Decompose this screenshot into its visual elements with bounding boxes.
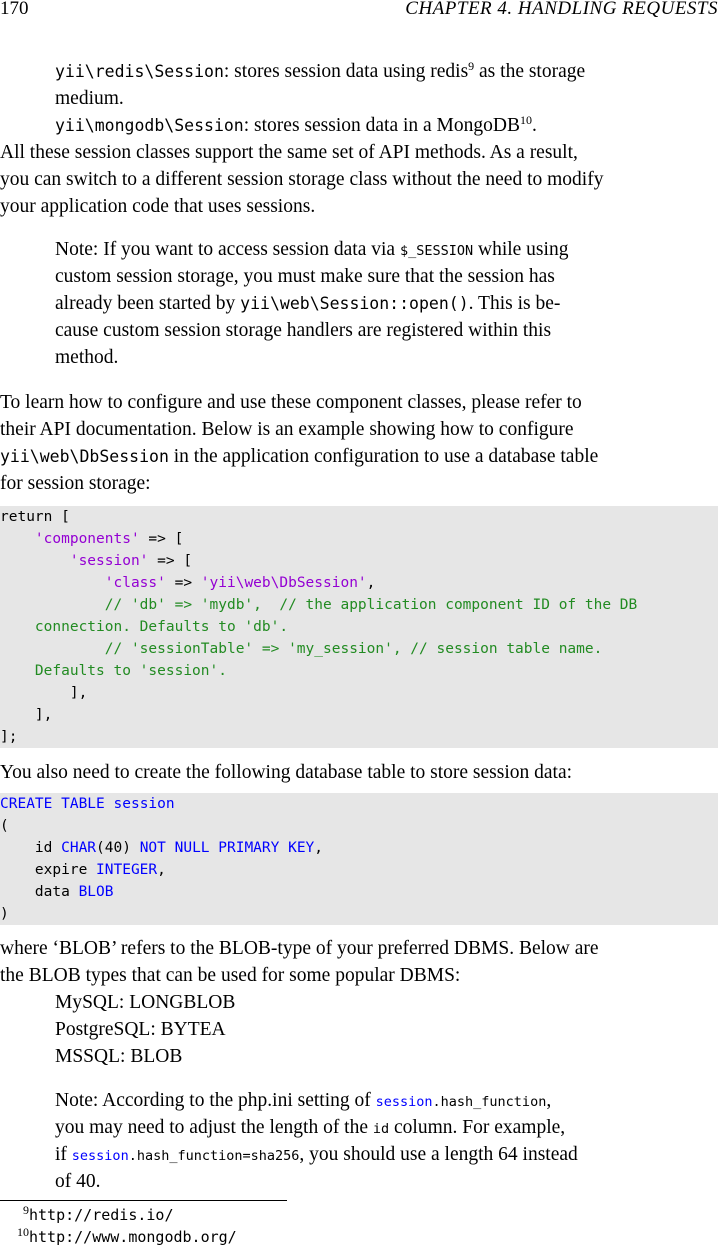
paragraph-line: where ‘BLOB’ refers to the BLOB-type of your preferred DBMS. Below are	[0, 938, 599, 959]
code-block-config	[0, 506, 718, 748]
inline-code: yii\web\DbSession	[0, 447, 169, 466]
code-comment: connection. Defaults to 'db'.	[0, 619, 289, 635]
inline-code: $_SESSION	[399, 243, 474, 259]
list-item: MySQL: LONGBLOB	[55, 992, 236, 1013]
note-line: already been started by yii\web\Session::open(). This is be-	[55, 293, 561, 314]
paragraph-line: You also need to create the following database table to store session data:	[0, 762, 573, 783]
inline-code: yii\web\Session::open()	[240, 294, 469, 313]
code-line: 'components' => [	[34, 531, 184, 547]
code-comment: Defaults to 'session'.	[0, 663, 227, 679]
list-item: MSSQL: BLOB	[55, 1046, 183, 1067]
paragraph-line: All these session classes support the same set of API methods. As a result,	[0, 142, 578, 163]
footnote-mark: 9	[23, 1203, 29, 1217]
list-item: PostgreSQL: BYTEA	[55, 1019, 226, 1040]
note-line: method.	[55, 347, 119, 368]
note-line: cause custom session storage handlers are registered within this	[55, 320, 552, 341]
inline-code: yii\redis\Session	[55, 62, 224, 81]
code-line: return [	[0, 509, 70, 525]
footnote-ref[interactable]: 9	[468, 59, 475, 73]
note-line: of 40.	[55, 1171, 101, 1192]
footnote-ref[interactable]: 10	[519, 113, 532, 127]
footnote-link[interactable]: http://redis.io/	[29, 1206, 174, 1224]
paragraph-line: you can switch to a different session storage class without the need to modify	[0, 169, 604, 190]
code-line: id CHAR(40) NOT NULL PRIMARY KEY,	[0, 840, 324, 856]
paragraph-line: their API documentation. Below is an example showing how to configure	[0, 419, 574, 440]
list-item: yii\redis\Session: stores session data using redis$^9$ as the storage	[55, 59, 586, 82]
running-header	[0, 0, 718, 26]
code-comment: // 'sessionTable' => 'my_session', // session table name.	[0, 641, 603, 657]
code-line: )	[0, 906, 9, 922]
chapter-title: CHAPTER 4. HANDLING REQUESTS	[405, 0, 718, 19]
note-line: Note: If you want to access session data via $_SESSION while using	[55, 239, 569, 260]
code-line: ],	[0, 707, 53, 723]
page-number: 170	[0, 0, 29, 19]
code-line: CREATE TABLE session	[0, 796, 175, 812]
paragraph-line: To learn how to configure and use these component classes, please refer to	[0, 392, 582, 413]
list-item-continuation: medium.	[55, 88, 124, 109]
code-line: ];	[0, 729, 18, 745]
note-line: Note: According to the php.ini setting of session.hash_function,	[55, 1090, 552, 1111]
paragraph-line: for session storage:	[0, 473, 151, 494]
footnote-link[interactable]: http://www.mongodb.org/	[29, 1228, 237, 1246]
code-block-sql	[0, 793, 718, 925]
footnote	[23, 1205, 174, 1224]
note-line: if session.hash_function=sha256, you should use a length 64 instead	[55, 1144, 578, 1165]
note-line: you may need to adjust the length of the id column. For example,	[55, 1117, 566, 1138]
code-line: 'class' => 'yii\web\DbSession',	[104, 575, 376, 591]
paragraph-line: the BLOB types that can be used for some popular DBMS:	[0, 965, 461, 986]
code-line: data BLOB	[0, 884, 114, 900]
code-line: 'session' => [	[69, 553, 193, 569]
paragraph-line: yii\web\DbSession in the application configuration to use a database table	[0, 446, 599, 467]
footnote-mark: 10	[17, 1225, 29, 1239]
code-line: (	[0, 818, 9, 834]
footnote-rule	[0, 1200, 287, 1201]
code-line: ],	[0, 685, 88, 701]
inline-code: yii\mongodb\Session	[55, 116, 244, 135]
paragraph-line: your application code that uses sessions.	[0, 196, 316, 217]
code-comment: // 'db' => 'mydb', // the application component ID of the DB	[0, 597, 638, 613]
note-line: custom session storage, you must make sure that the session has	[55, 266, 555, 287]
list-item: yii\mongodb\Session: stores session data in a MongoDB$^{10}$.	[55, 113, 537, 136]
code-line: expire INTEGER,	[0, 862, 166, 878]
footnote	[17, 1227, 237, 1246]
